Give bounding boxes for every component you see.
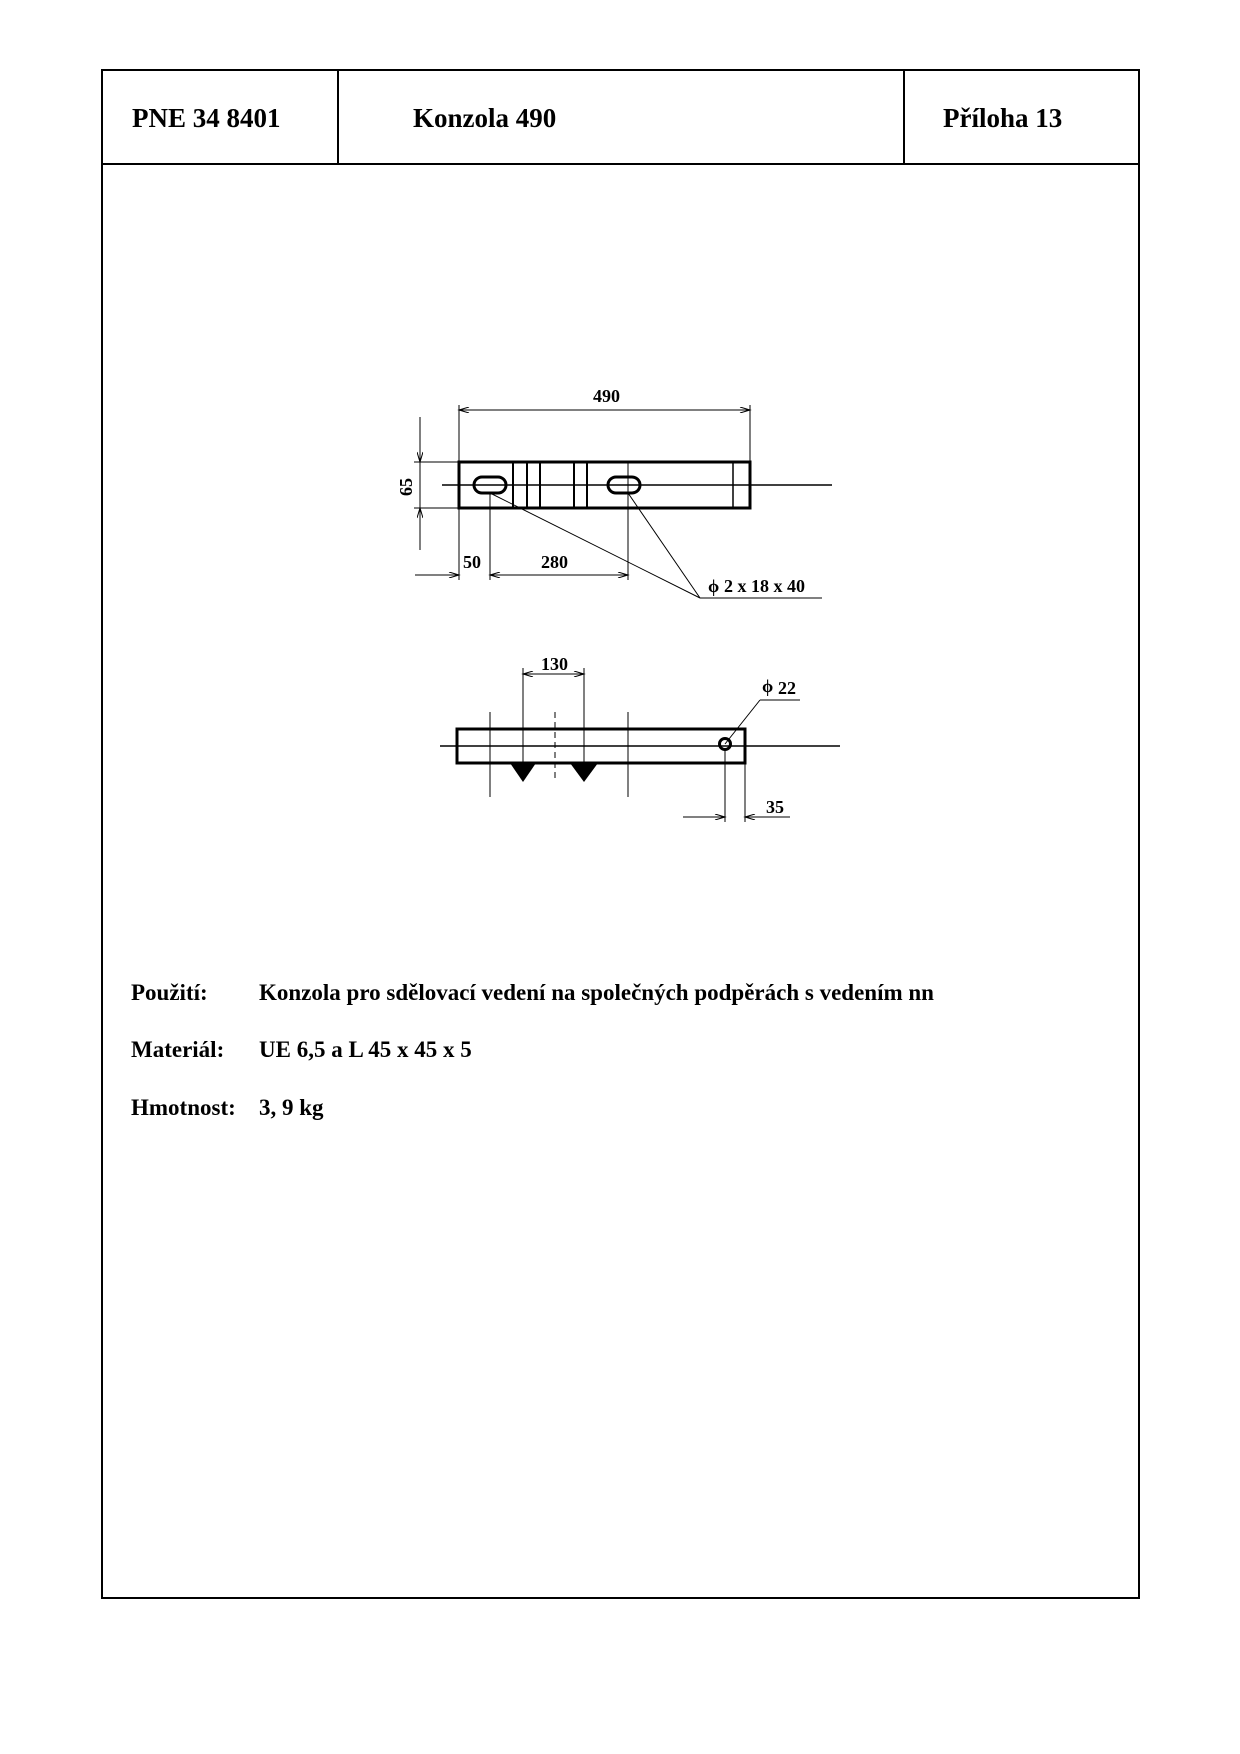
phi-symbol: ϕ — [708, 576, 720, 596]
dim-offset-label: 50 — [463, 552, 481, 572]
annex-number: Příloha 13 — [905, 71, 1140, 165]
angle-leg-left — [510, 763, 536, 782]
doc-code: PNE 34 8401 — [103, 71, 339, 165]
material-value: UE 6,5 a L 45 x 45 x 5 — [259, 1037, 472, 1062]
usage-value: Konzola pro sdělovací vedení na společných podpěrách s vedením nn — [259, 980, 934, 1005]
usage-row — [131, 980, 934, 1006]
weight-row — [131, 1095, 324, 1121]
material-row — [131, 1037, 472, 1063]
hole-note-label: 2 x 18 x 40 — [724, 576, 805, 596]
side-view — [440, 654, 840, 822]
hole-diameter-label: 22 — [778, 678, 796, 698]
dim-length-label: 490 — [593, 386, 620, 406]
doc-title: Konzola 490 — [339, 71, 905, 165]
top-view — [396, 386, 832, 598]
dim-height-label: 65 — [396, 478, 416, 496]
dim-spacing-label: 130 — [541, 654, 568, 674]
weight-label: Hmotnost: — [131, 1095, 236, 1120]
angle-leg-right — [570, 763, 598, 782]
dim-hole-spacing-label: 280 — [541, 552, 568, 572]
usage-label: Použití: — [131, 980, 208, 1005]
weight-value: 3, 9 kg — [259, 1095, 324, 1120]
dim-end-offset-label: 35 — [766, 797, 784, 817]
phi-symbol-2: ϕ — [762, 676, 774, 696]
material-label: Materiál: — [131, 1037, 225, 1062]
